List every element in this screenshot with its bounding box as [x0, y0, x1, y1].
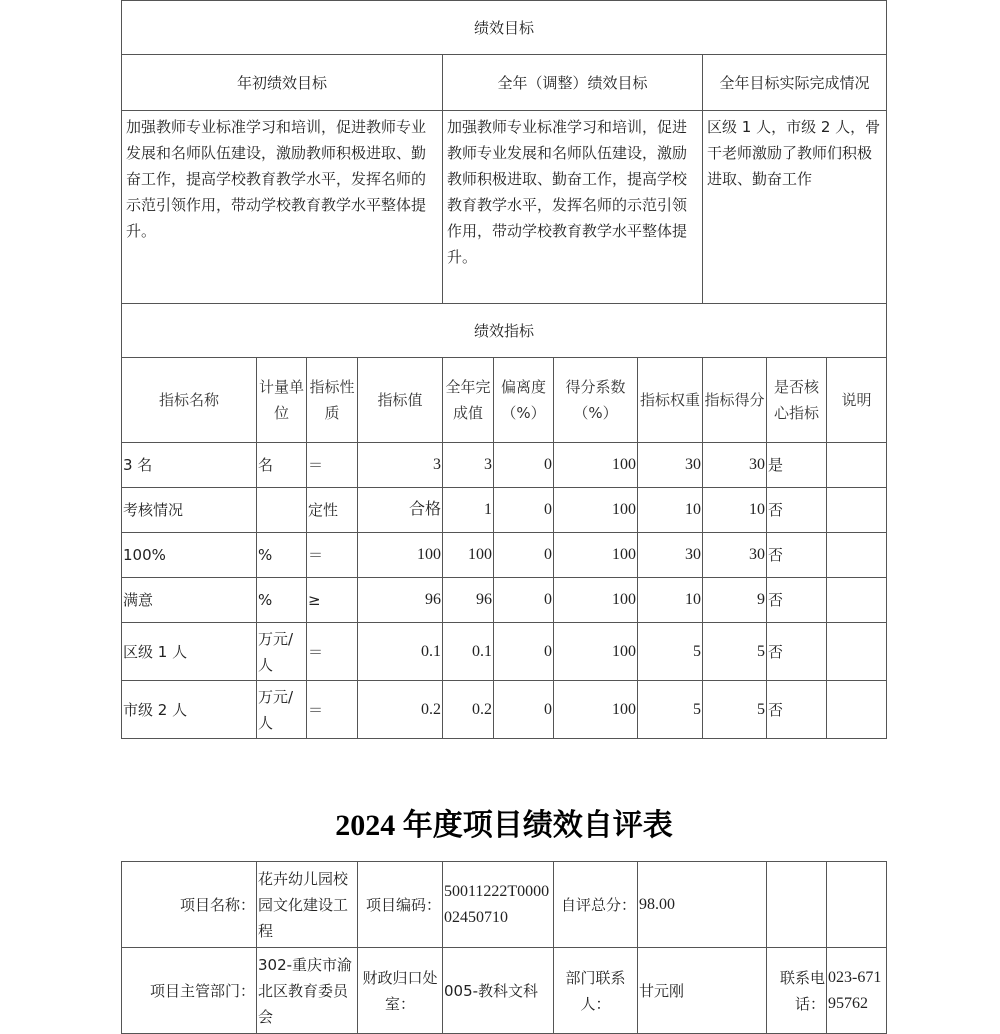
indicator-actual: 96 — [443, 578, 494, 623]
col-header-deviation: 偏离度（%） — [494, 358, 554, 443]
indicator-target: 3 — [358, 443, 443, 488]
project-name-label: 项目名称： — [122, 862, 257, 948]
actual-completion-text: 区级 1 人，市级 2 人，骨干老师激励了教师们积极进取、勤奋工作 — [703, 111, 887, 304]
indicator-score: 5 — [703, 681, 767, 739]
project-code-value: 50011222T000002450710 — [443, 862, 554, 948]
indicator-coef: 100 — [554, 681, 638, 739]
indicator-nature: ＝ — [307, 681, 358, 739]
indicator-note — [827, 488, 887, 533]
project-name-value: 花卉幼儿园校园文化建设工程 — [257, 862, 358, 948]
indicator-weight: 5 — [638, 623, 703, 681]
indicator-weight: 30 — [638, 443, 703, 488]
indicator-deviation: 0 — [494, 623, 554, 681]
indicator-row — [122, 623, 887, 681]
indicator-unit: % — [257, 533, 307, 578]
indicator-target: 0.1 — [358, 623, 443, 681]
indicator-note — [827, 681, 887, 739]
contact-label: 部门联系人： — [554, 948, 638, 1034]
adjusted-goal-text: 加强教师专业标准学习和培训，促进教师专业发展和名师队伍建设，激励教师积极进取、勤奋工作，提高学校教育教学水平，发挥名师的示范引领作用，带动学校教育教学水平整体提升。 — [443, 111, 703, 304]
indicator-row — [122, 488, 887, 533]
phone-value: 023-67195762 — [827, 948, 887, 1034]
col-header-actual: 全年完成值 — [443, 358, 494, 443]
indicator-name: 区级 1 人 — [122, 623, 257, 681]
indicator-deviation: 0 — [494, 488, 554, 533]
dept-label: 项目主管部门： — [122, 948, 257, 1034]
indicator-actual: 0.2 — [443, 681, 494, 739]
indicator-target: 0.2 — [358, 681, 443, 739]
indicator-name: 市级 2 人 — [122, 681, 257, 739]
finance-label: 财政归口处室： — [358, 948, 443, 1034]
indicator-score: 30 — [703, 533, 767, 578]
col-header-coef: 得分系数（%） — [554, 358, 638, 443]
indicator-score: 10 — [703, 488, 767, 533]
indicator-actual: 100 — [443, 533, 494, 578]
indicator-name: 3 名 — [122, 443, 257, 488]
indicator-coef: 100 — [554, 488, 638, 533]
indicators-section-title: 绩效指标 — [122, 304, 887, 358]
indicator-actual: 3 — [443, 443, 494, 488]
col-header-note: 说明 — [827, 358, 887, 443]
indicator-name: 满意 — [122, 578, 257, 623]
indicator-unit — [257, 488, 307, 533]
indicator-note — [827, 533, 887, 578]
header-actual-completion: 全年目标实际完成情况 — [703, 55, 887, 111]
indicator-core: 否 — [767, 623, 827, 681]
indicator-core: 否 — [767, 681, 827, 739]
indicator-deviation: 0 — [494, 443, 554, 488]
indicator-nature: ＝ — [307, 443, 358, 488]
self-score-value: 98.00 — [638, 862, 767, 948]
project-info-table — [121, 861, 887, 1034]
col-header-score: 指标得分 — [703, 358, 767, 443]
indicator-coef: 100 — [554, 578, 638, 623]
indicator-coef: 100 — [554, 623, 638, 681]
col-header-nature: 指标性质 — [307, 358, 358, 443]
indicator-unit: % — [257, 578, 307, 623]
initial-goal-text: 加强教师专业标准学习和培训，促进教师专业发展和名师队伍建设，激励教师积极进取、勤奋工作，提高学校教育教学水平，发挥名师的示范引领作用，带动学校教育教学水平整体提升。 — [122, 111, 443, 304]
indicator-deviation: 0 — [494, 533, 554, 578]
finance-value: 005-教科文科 — [443, 948, 554, 1034]
indicator-target: 96 — [358, 578, 443, 623]
indicator-core: 是 — [767, 443, 827, 488]
col-header-weight: 指标权重 — [638, 358, 703, 443]
indicator-target: 100 — [358, 533, 443, 578]
project-code-label: 项目编码： — [358, 862, 443, 948]
indicator-deviation: 0 — [494, 578, 554, 623]
dept-value: 302-重庆市渝北区教育委员会 — [257, 948, 358, 1034]
report-title: 2024 年度项目绩效自评表 — [335, 809, 673, 842]
indicator-row — [122, 443, 887, 488]
indicator-coef: 100 — [554, 533, 638, 578]
indicator-row — [122, 681, 887, 739]
indicator-nature: ＝ — [307, 533, 358, 578]
performance-table — [121, 0, 887, 739]
indicator-deviation: 0 — [494, 681, 554, 739]
indicator-note — [827, 623, 887, 681]
indicator-row — [122, 578, 887, 623]
indicator-nature: 定性 — [307, 488, 358, 533]
indicator-nature: ≥ — [307, 578, 358, 623]
indicator-core: 否 — [767, 533, 827, 578]
indicator-score: 5 — [703, 623, 767, 681]
indicator-note — [827, 578, 887, 623]
indicator-weight: 10 — [638, 488, 703, 533]
indicator-score: 9 — [703, 578, 767, 623]
indicator-nature: ＝ — [307, 623, 358, 681]
header-initial-goal: 年初绩效目标 — [122, 55, 443, 111]
phone-label: 联系电话： — [767, 948, 827, 1034]
indicator-weight: 30 — [638, 533, 703, 578]
col-header-target: 指标值 — [358, 358, 443, 443]
indicator-actual: 1 — [443, 488, 494, 533]
indicator-actual: 0.1 — [443, 623, 494, 681]
indicator-unit: 万元/人 — [257, 623, 307, 681]
goals-section-title: 绩效目标 — [122, 1, 887, 55]
indicator-row — [122, 533, 887, 578]
col-header-core: 是否核心指标 — [767, 358, 827, 443]
indicator-target: 合格 — [358, 488, 443, 533]
indicator-coef: 100 — [554, 443, 638, 488]
indicator-name: 考核情况 — [122, 488, 257, 533]
indicator-name: 100% — [122, 533, 257, 578]
empty-cell — [827, 862, 887, 948]
indicator-unit: 名 — [257, 443, 307, 488]
indicator-note — [827, 443, 887, 488]
header-adjusted-goal: 全年（调整）绩效目标 — [443, 55, 703, 111]
indicator-weight: 10 — [638, 578, 703, 623]
indicator-core: 否 — [767, 488, 827, 533]
contact-value: 甘元刚 — [638, 948, 767, 1034]
empty-cell — [767, 862, 827, 948]
col-header-unit: 计量单位 — [257, 358, 307, 443]
col-header-name: 指标名称 — [122, 358, 257, 443]
self-score-label: 自评总分： — [554, 862, 638, 948]
indicator-core: 否 — [767, 578, 827, 623]
indicator-score: 30 — [703, 443, 767, 488]
indicator-weight: 5 — [638, 681, 703, 739]
indicator-unit: 万元/人 — [257, 681, 307, 739]
